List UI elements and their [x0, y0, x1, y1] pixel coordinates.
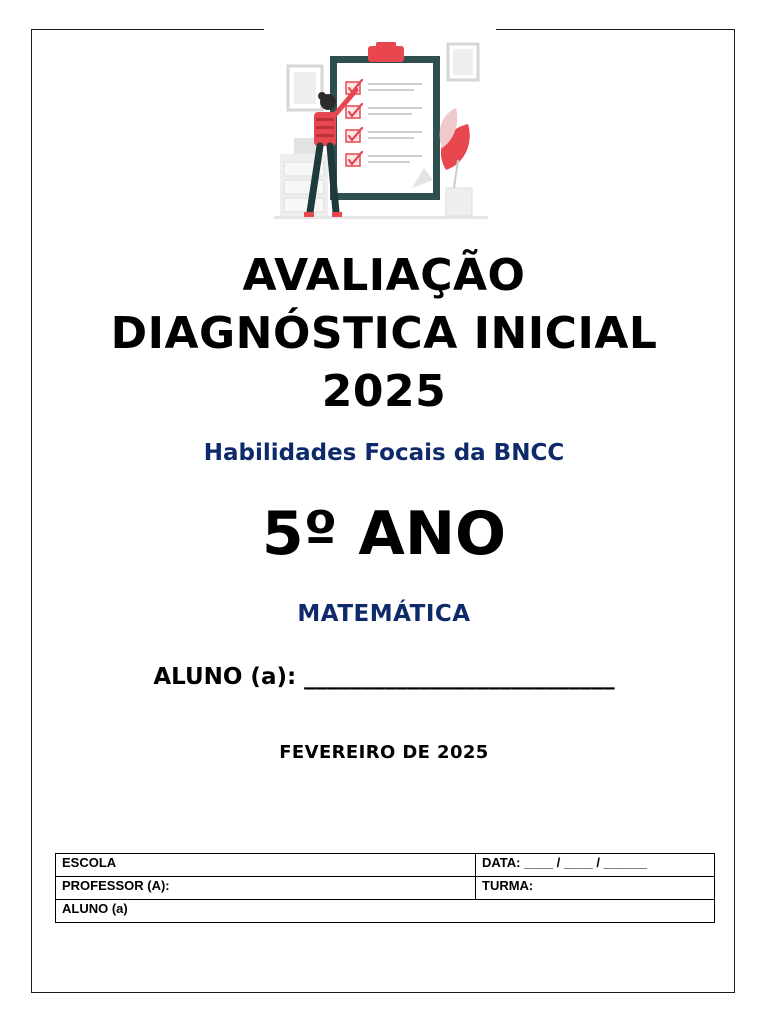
school-cell[interactable]: ESCOLA	[56, 854, 476, 877]
info-table	[55, 853, 715, 923]
title-line-3: 2025	[321, 366, 447, 417]
title-line-2: DIAGNÓSTICA INICIAL	[110, 308, 658, 359]
student-name-field[interactable]: ALUNO (a): ___________________________	[153, 664, 615, 690]
date-cell[interactable]: DATA: ____ / ____ / ______	[476, 854, 715, 877]
checklist-clipboard-illustration	[264, 20, 496, 230]
subtitle: Habilidades Focais da BNCC	[203, 440, 565, 466]
teacher-cell[interactable]: PROFESSOR (A):	[56, 877, 476, 900]
date-text: FEVEREIRO DE 2025	[279, 742, 489, 763]
subject-heading: MATEMÁTICA	[297, 601, 471, 627]
page-title	[40, 247, 728, 421]
table-row	[56, 877, 715, 900]
title-line-1: AVALIAÇÃO	[242, 250, 526, 301]
table-row	[56, 900, 715, 923]
grade-heading: 5º ANO	[261, 499, 507, 569]
student-cell[interactable]: ALUNO (a)	[56, 900, 715, 923]
class-cell[interactable]: TURMA:	[476, 877, 715, 900]
table-row	[56, 854, 715, 877]
